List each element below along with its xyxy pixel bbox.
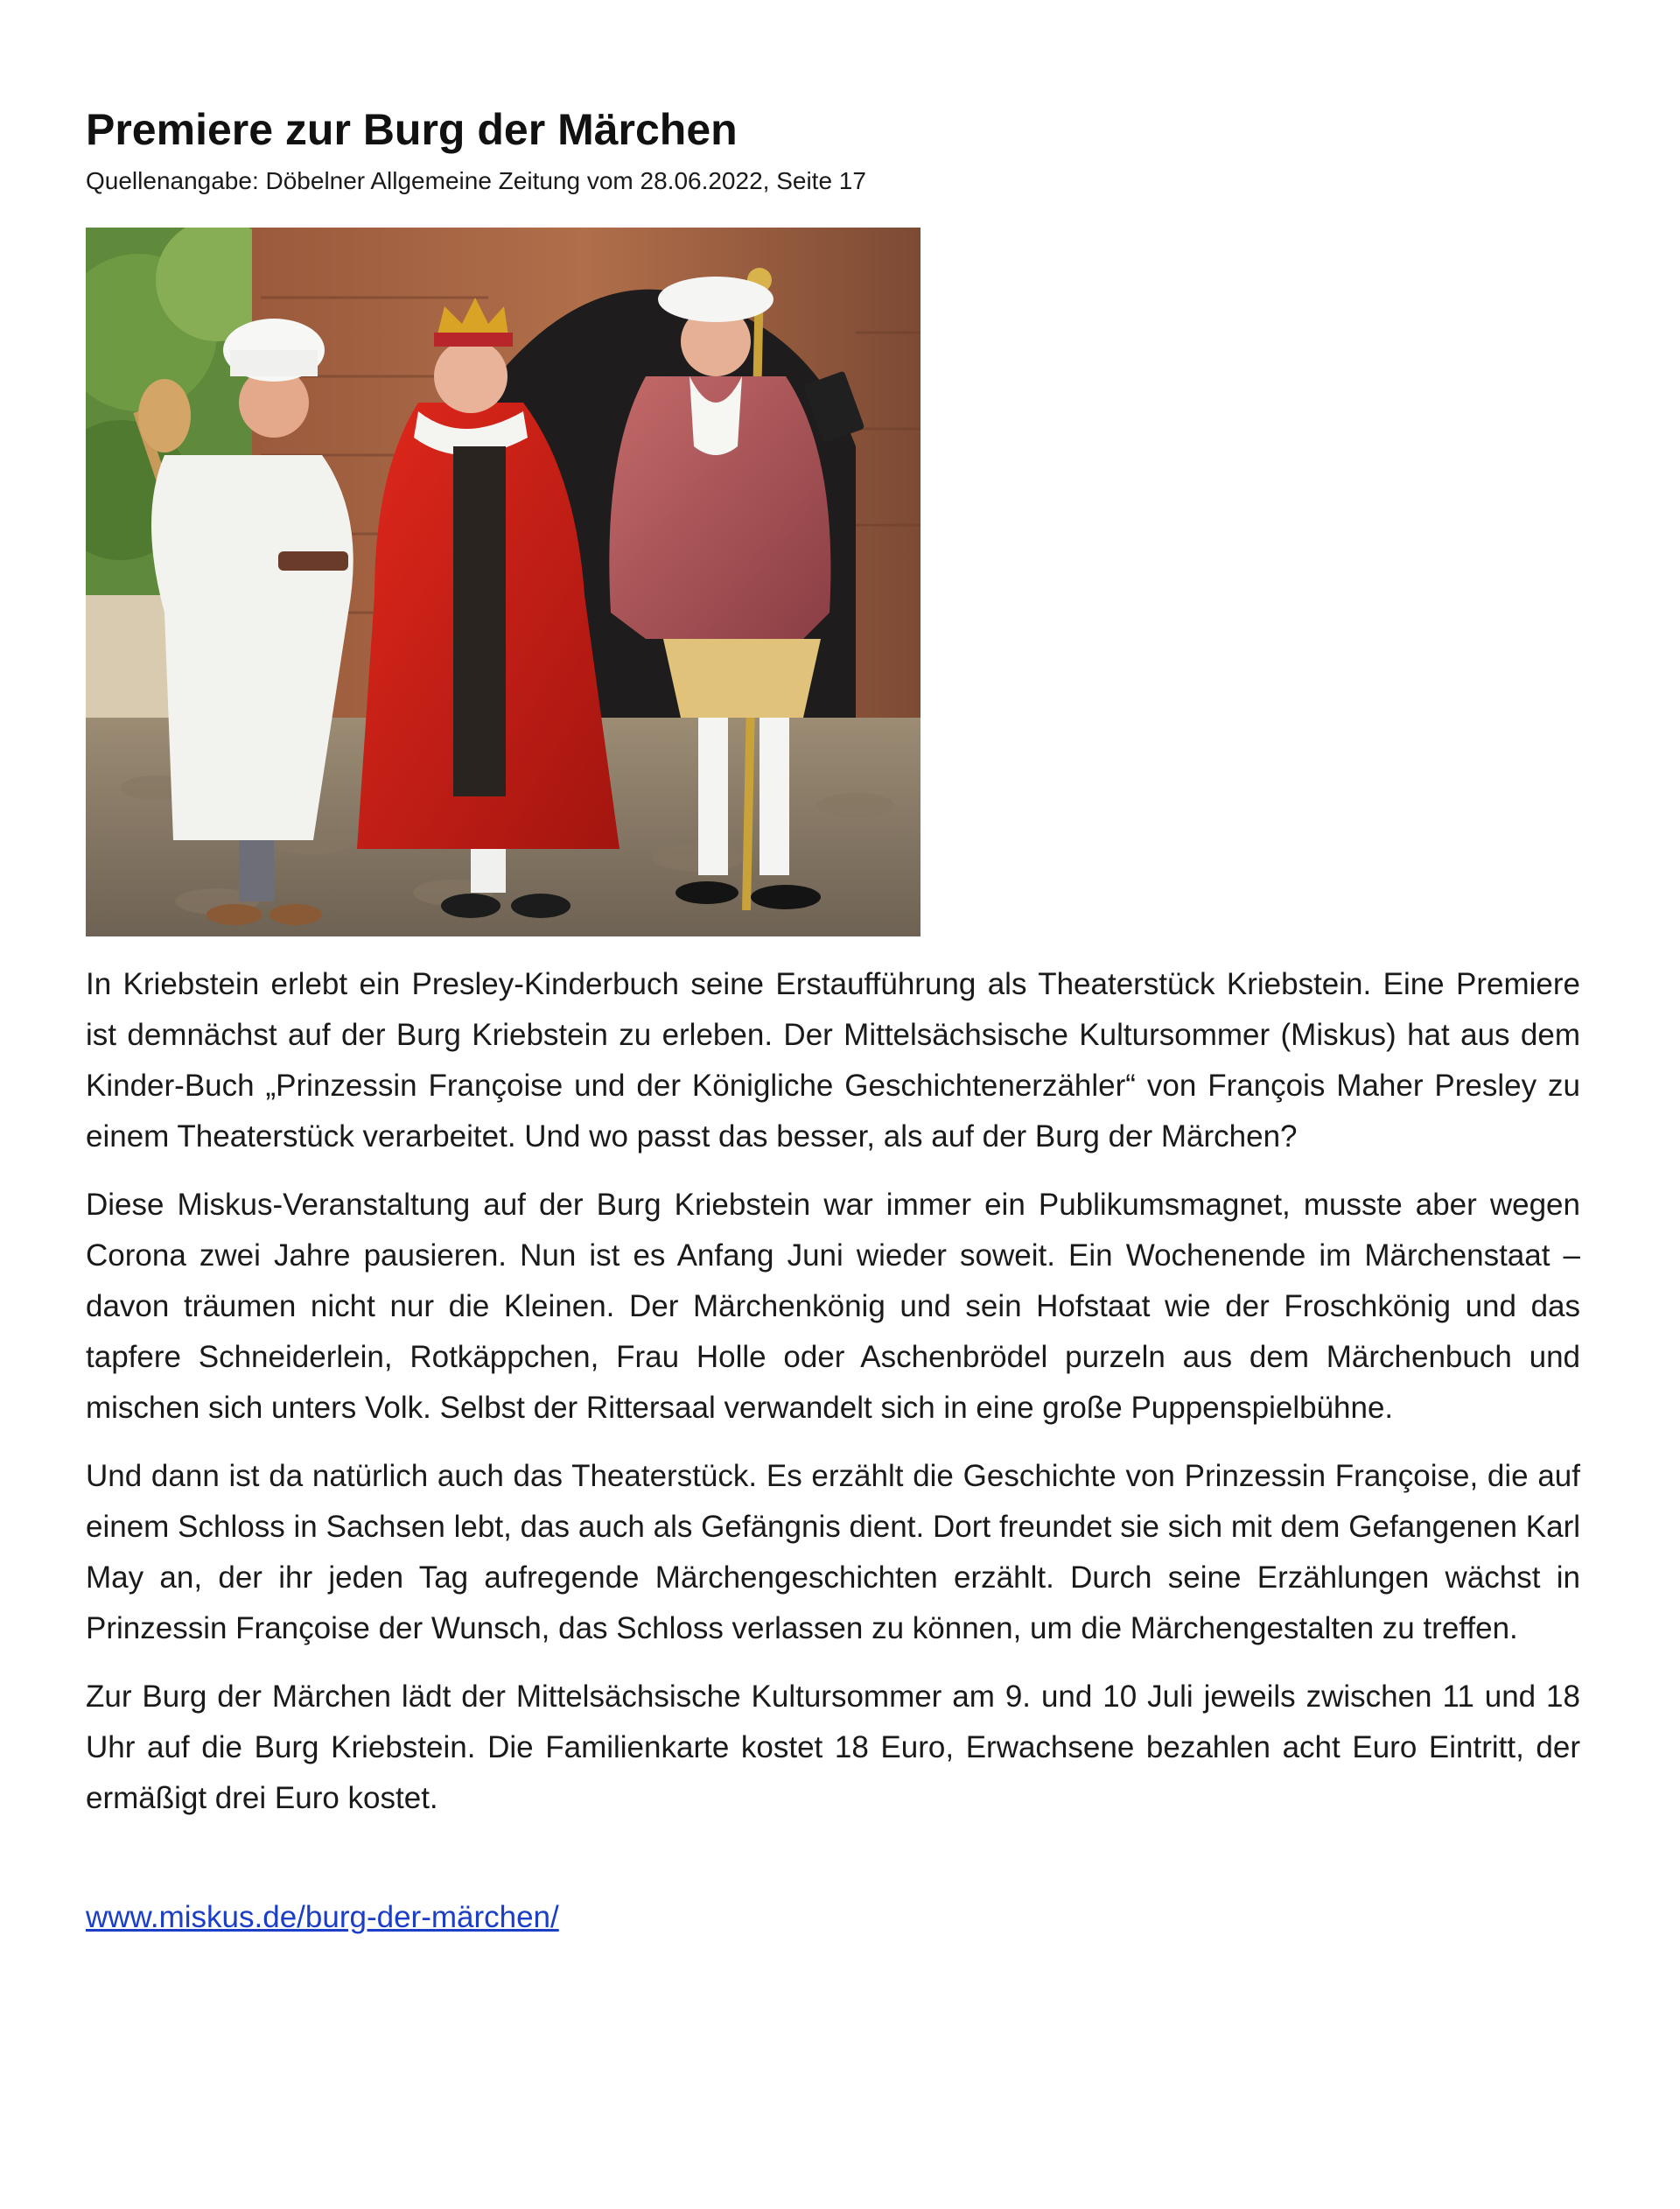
miskus-link[interactable]: www.miskus.de/burg-der-märchen/ — [86, 1900, 559, 1934]
photo-illustration — [86, 228, 920, 936]
article-title: Premiere zur Burg der Märchen — [86, 105, 738, 154]
article-photo — [86, 228, 920, 936]
article-paragraph: Zur Burg der Märchen lädt der Mittelsächsische Kultursommer am 9. und 10 Juli jeweils zwischen 11 und 18 Uhr auf die Burg Kriebstein. Die Familienkarte kostet 18 Euro, Erwachsene bezahlen acht Euro Eintritt, der ermäßigt drei Euro kostet. — [86, 1680, 1580, 1815]
article-paragraph: In Kriebstein erlebt ein Presley-Kinderbuch seine Erstaufführung als Theaterstück Kriebstein. Eine Premiere ist demnächst auf der Burg Kriebstein zu erleben. Der Mittelsächsische Kultursommer (Miskus) hat aus dem Kinder-Buch „Prinzessin Françoise und der Königliche Geschichtenerzähler“ von François Maher Presley zu einem Theaterstück verarbeitet. Und wo passt das besser, als auf der Burg der Märchen? — [86, 967, 1580, 1154]
source-citation: Quellenangabe: Döbelner Allgemeine Zeitung vom 28.06.2022, Seite 17 — [86, 167, 866, 194]
article-paragraph: Und dann ist da natürlich auch das Theaterstück. Es erzählt die Geschichte von Prinzessin Françoise, die auf einem Schloss in Sachsen lebt, das auch als Gefängnis dient. Dort freundet sie sich mit dem Gefangenen Karl May an, der ihr jeden Tag aufregende Märchengeschichten erzählt. Durch seine Erzählungen wächst in Prinzessin Françoise der Wunsch, das Schloss verlassen zu können, um die Märchengestalten zu treffen. — [86, 1459, 1580, 1645]
article-page — [86, 103, 1580, 1939]
article-body — [86, 959, 1580, 1824]
article-paragraph: Diese Miskus-Veranstaltung auf der Burg Kriebstein war immer ein Publikumsmagnet, musste aber wegen Corona zwei Jahre pausieren. Nun ist es Anfang Juni wieder soweit. Ein Wochenende im Märchenstaat – davon träumen nicht nur die Kleinen. Der Märchenkönig und sein Hofstaat wie der Froschkönig und das tapfere Schneiderlein, Rotkäppchen, Frau Holle oder Aschenbrödel purzeln aus dem Märchenbuch und mischen sich unters Volk. Selbst der Rittersaal verwandelt sich in eine große Puppenspielbühne. — [86, 1188, 1580, 1425]
